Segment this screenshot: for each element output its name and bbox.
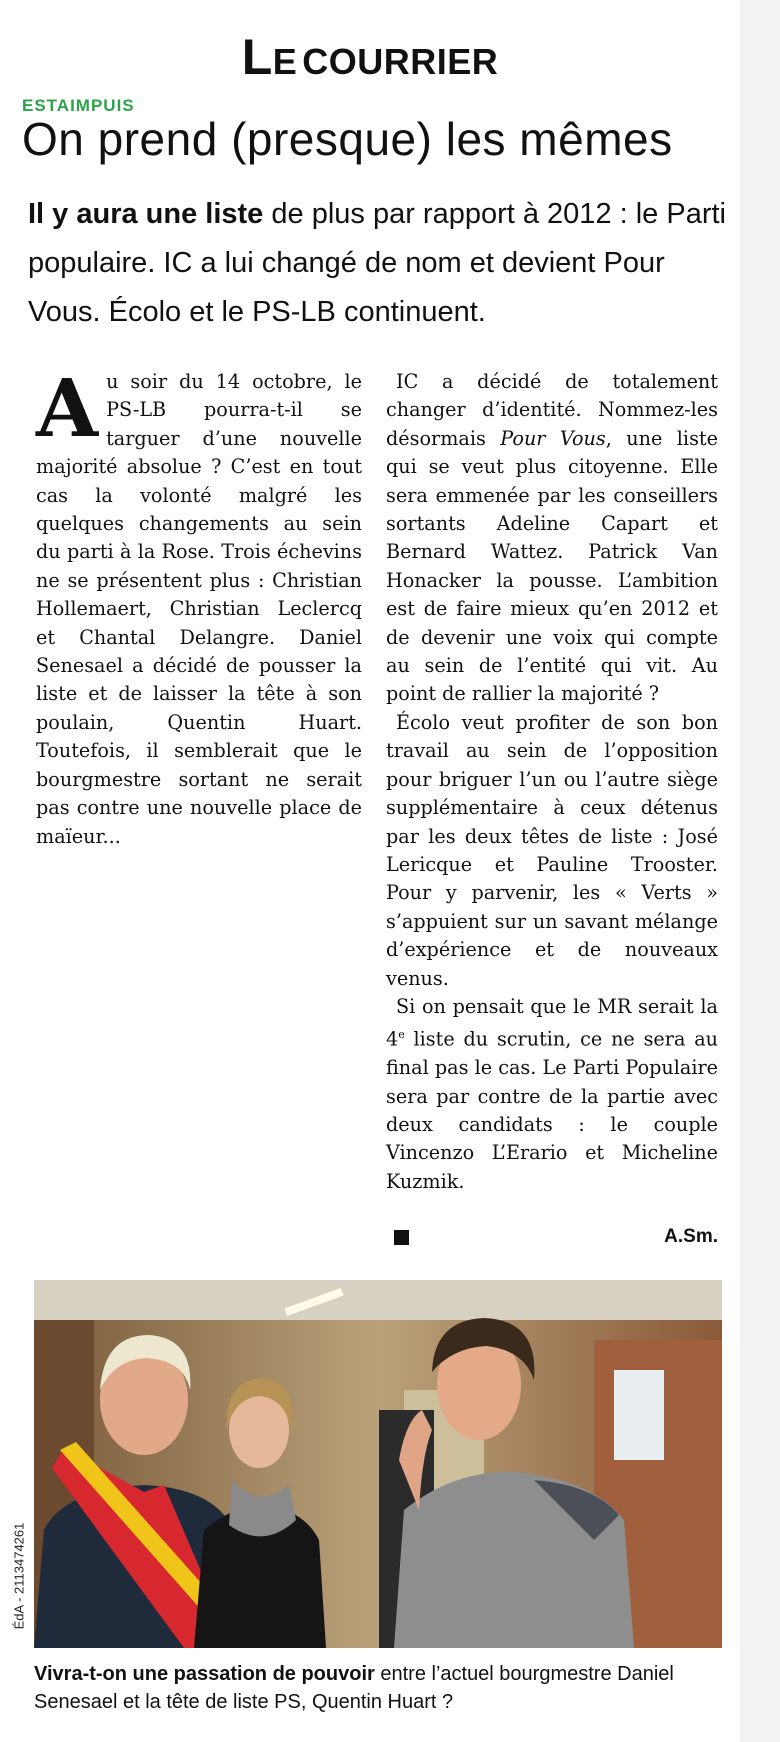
paragraph-mr-text-2: liste du scrutin, ce ne sera au final pas le cas. Le Parti Populaire sera par contre de la partie avec deux candidats : le couple Vincenzo L’Erario et Micheline Kuzmik. [386,1027,718,1193]
paragraph-ic-italic: Pour Vous [500,426,606,450]
article-headline: On prend (presque) les mêmes [22,113,673,165]
caption-bold: Vivra-t-on une passation de pouvoir [34,1663,375,1685]
lead-bold: Il y aura une liste [28,198,264,230]
photo-credit [8,1506,30,1646]
publication-title [0,28,740,86]
paragraph-ic-text-1: IC a décidé de totalement changer d’identité. Nommez-les désormais [386,370,718,450]
publication-cap-e: E [272,41,298,82]
paragraph-ecolo: Écolo veut profiter de son bon travail au sein de l’opposition pour briguer l’un ou l’autre siège supplémentaire à ceux détenus par les deux têtes de liste : José Lericque et Pauline Trooster. Pour y parvenir, les « Verts » s’appuient sur un savant mélange d’expérience et de nouveaux venus. [386,710,718,990]
ordinal-superscript: e [398,1028,405,1042]
section-kicker: ESTAIMPUIS [22,96,135,115]
article-column-2 [386,368,718,1196]
drop-cap: A [36,361,99,455]
photo-caption [34,1660,734,1716]
paragraph-mr-text-1: Si on pensait que le MR serait la 4 [386,994,718,1051]
article-photo [34,1280,722,1648]
lead-text: de plus par rapport à 2012 : le Parti populaire. IC a lui changé de nom et devient Pour Vous. Écolo et le PS-LB continuent. [28,198,726,328]
article-signature [386,1226,718,1249]
author-initials: A.Sm. [664,1226,718,1247]
publication-rest: COURRIER [302,41,499,82]
paragraph-mr [386,993,718,1196]
article-lead [28,190,728,337]
publication-cap-l: L [241,29,273,85]
column-1-text: u soir du 14 octobre, le PS-LB pourra-t-il se targuer d’une nouvelle majorité absolue ? C’est en tout cas la volonté malgré les quelques changements au sein du parti à la Rose. Trois échevins ne se présentent plus : Christian Hollemaert, Christian Leclercq et Chantal Delangre. Daniel Senesael a décidé de pousser la liste et de laisser la tête à son poulain, Quentin Huart. Toutefois, il semblerait que le bourgmestre sortant ne serait pas contre une nouvelle place de maïeur... [36,370,362,848]
end-mark-icon [394,1230,409,1245]
page-margin-band [740,0,780,1742]
photo-illustration [34,1280,722,1648]
paragraph-ic [386,368,718,709]
article-column-1 [36,361,362,851]
photo-credit-text: ÉdA - 2113474261 [11,1522,27,1630]
caption-text: entre l’actuel bourgmestre Daniel Senesael et la tête de liste PS, Quentin Huart ? [34,1663,674,1713]
paragraph-ic-text-2: , une liste qui se veut plus citoyenne. Elle sera emmenée par les conseillers sortants Adeline Capart et Bernard Wattez. Patrick Van Honacker la pousse. L’ambition est de faire mieux qu’en 2012 et de devenir une voix qui compte au sein de l’entité qui vit. Au point de rallier la majorité ? [386,426,718,706]
